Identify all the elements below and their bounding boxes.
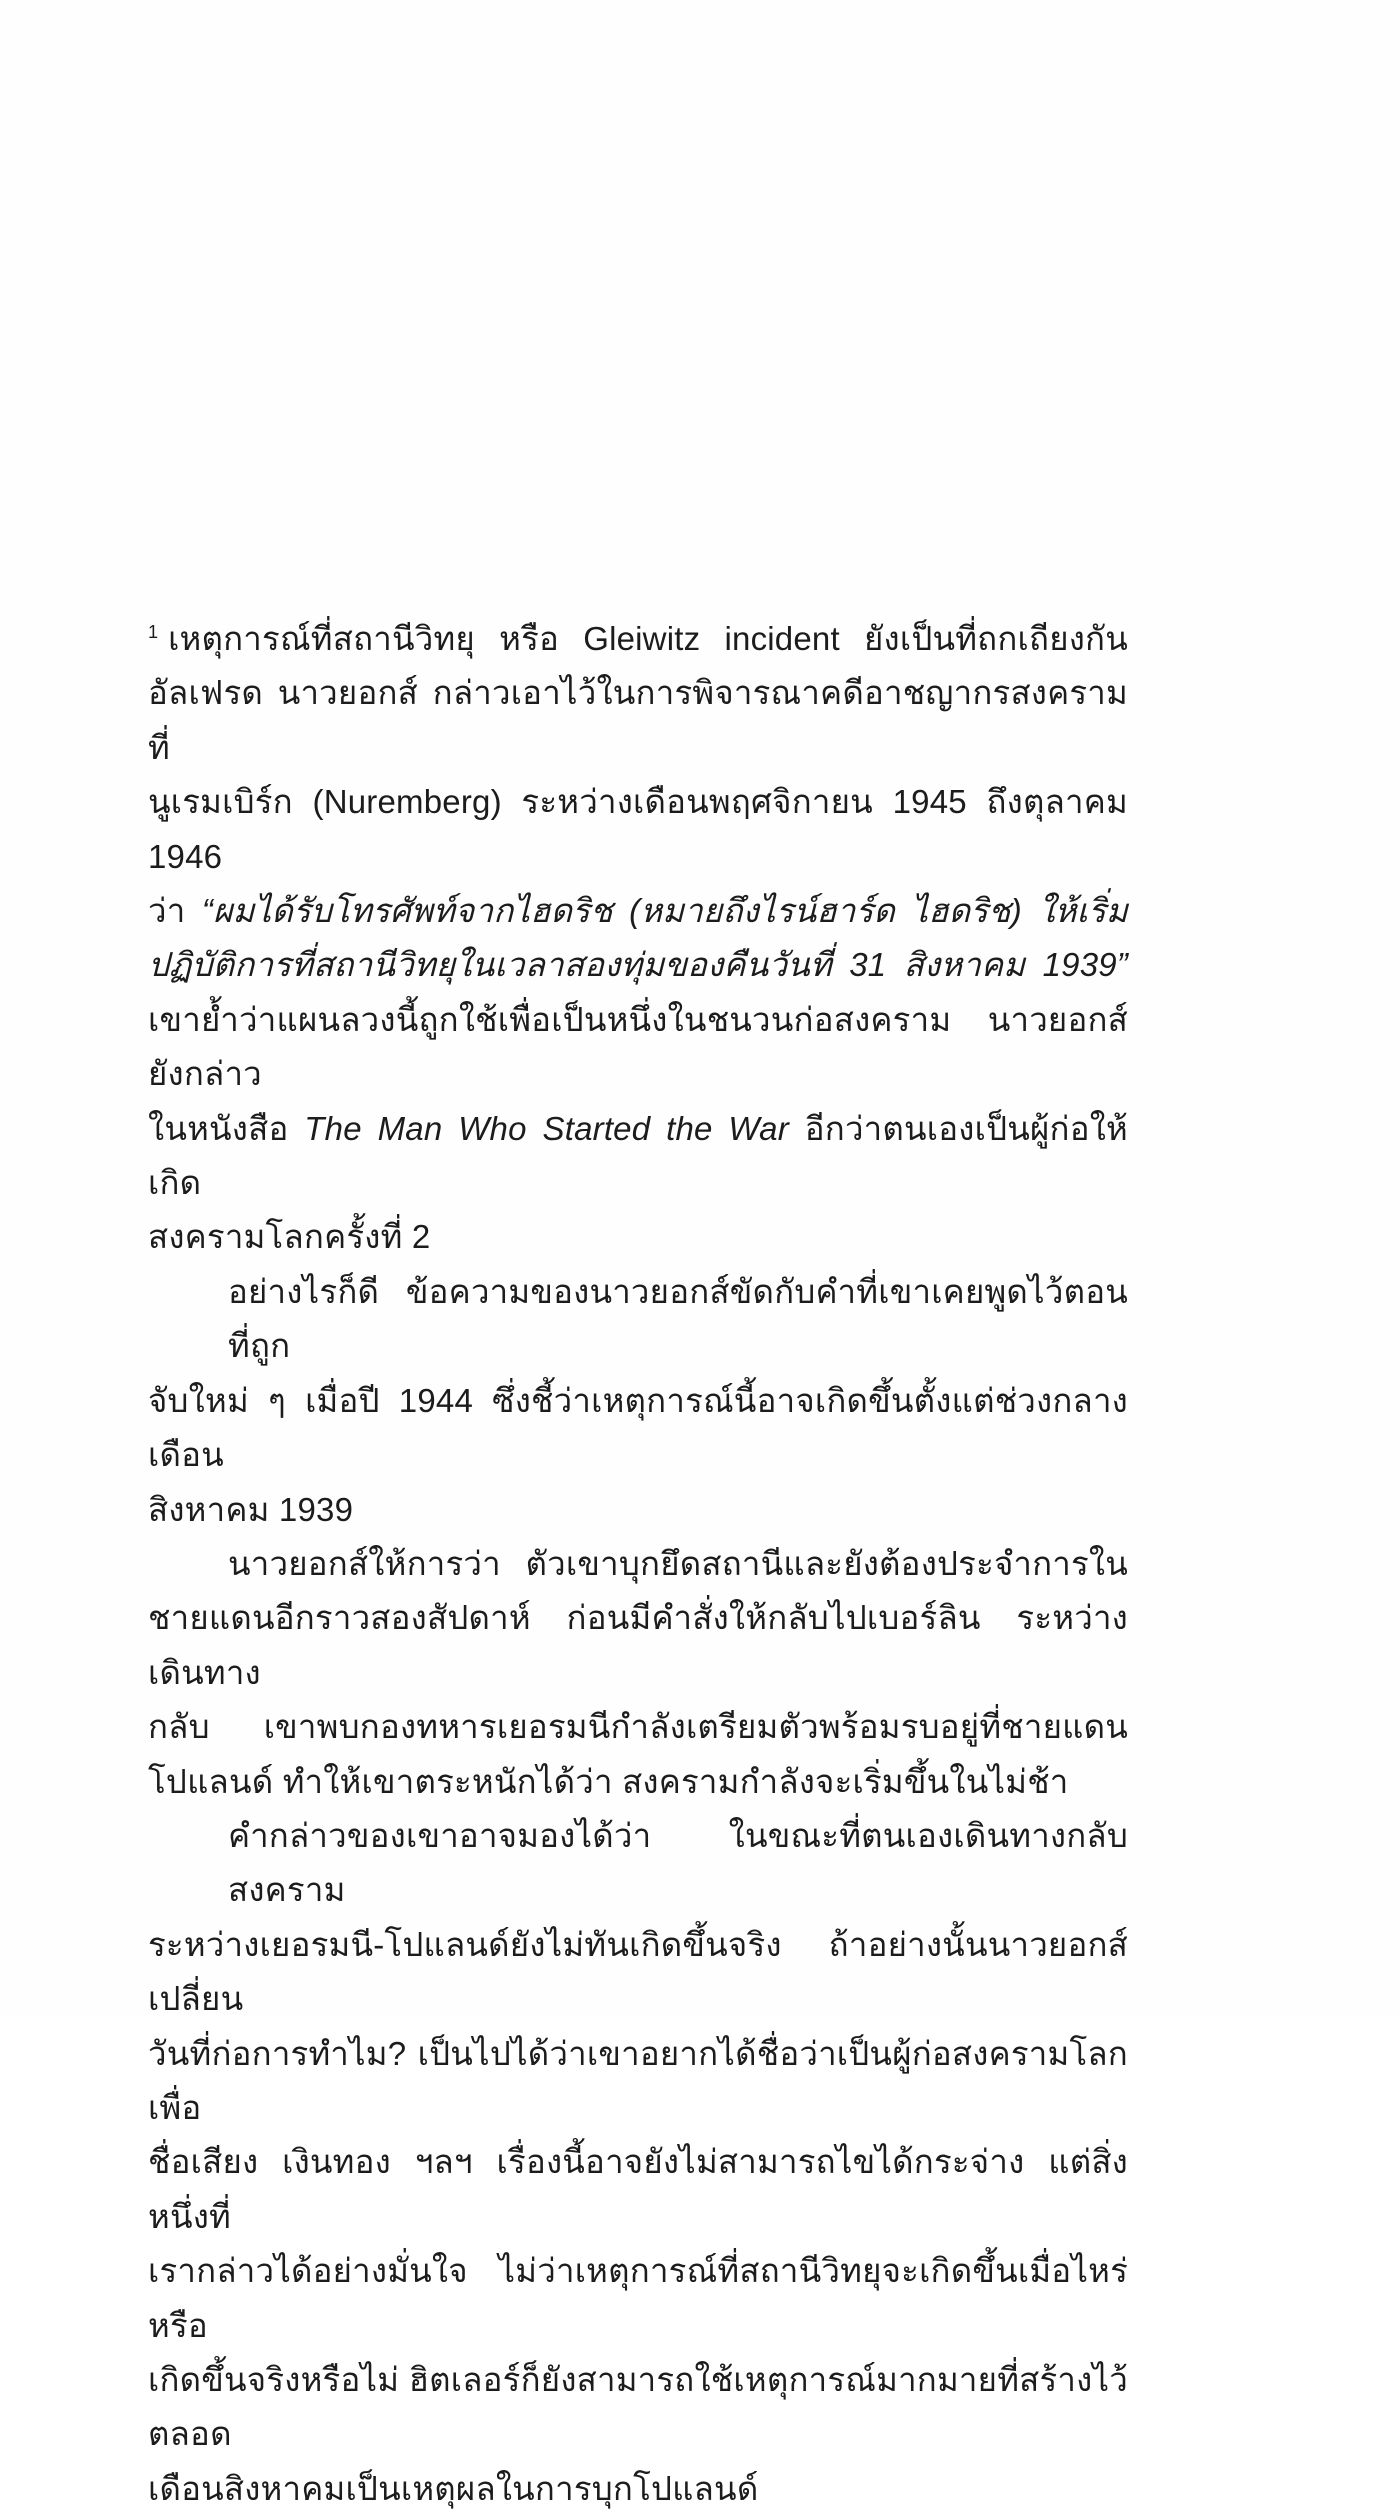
text-line: เรากล่าวได้อย่างมั่นใจ ไม่ว่าเหตุการณ์ที่สถานีวิทยุจะเกิดขึ้นเมื่อไหร่ หรือ [148, 2252, 1128, 2344]
book-title-italic: The Man Who Started the War [304, 1109, 789, 1147]
text-line [148, 1102, 1128, 1211]
text-line: อย่างไรก็ดี ข้อความของนาวยอกส์ขัดกับคำที่เขาเคยพูดไว้ตอนที่ถูก [228, 1272, 1128, 1365]
text-line: เขาย้ำว่าแผนลวงนี้ถูกใช้เพื่อเป็นหนึ่งในชนวนก่อสงคราม นาวยอกส์ยังกล่าว [148, 1000, 1128, 1093]
text-line: เกิดขึ้นจริงหรือไม่ ฮิตเลอร์ก็ยังสามารถใช้เหตุการณ์มากมายที่สร้างไว้ตลอด [148, 2361, 1128, 2453]
text-line: วันที่ก่อการทำไม? เป็นไปได้ว่าเขาอยากได้ชื่อว่าเป็นผู้ก่อสงครามโลกเพื่อ [148, 2034, 1128, 2126]
text-segment: อีกว่าตนเองเป็นผู้ก่อให้เกิด [148, 1109, 1128, 1202]
text-line: สงครามโลกครั้งที่ 2 [148, 1218, 431, 1256]
text-line: เดือนสิงหาคมเป็นเหตุผลในการบุกโปแลนด์ [148, 2469, 759, 2507]
footnote-paragraph-2 [148, 1265, 1128, 1537]
footnote-marker: 1 [148, 622, 159, 642]
text-line: นูเรมเบิร์ก (Nuremberg) ระหว่างเดือนพฤศจิกายน 1945 ถึงตุลาคม 1946 [148, 783, 1128, 875]
footnote-paragraph-1 [148, 612, 1128, 1265]
quoted-testimony-italic: ปฏิบัติการที่สถานีวิทยุในเวลาสองทุ่มของคืนวันที่ 31 สิงหาคม 1939” [148, 946, 1128, 984]
text-segment: ในหนังสือ [148, 1109, 305, 1147]
text-line [148, 884, 1128, 938]
text-segment: ว่า [148, 892, 202, 930]
text-line: อัลเฟรด นาวยอกส์ กล่าวเอาไว้ในการพิจารณาคดีอาชญากรสงครามที่ [148, 674, 1128, 766]
text-line: ชื่อเสียง เงินทอง ฯลฯ เรื่องนี้อาจยังไม่สามารถไขได้กระจ่าง แต่สิ่งหนึ่งที่ [148, 2143, 1128, 2235]
text-line: นาวยอกส์ให้การว่า ตัวเขาบุกยึดสถานีและยังต้องประจำการใน [228, 1544, 1128, 1582]
text-line: ชายแดนอีกราวสองสัปดาห์ ก่อนมีคำสั่งให้กลับไปเบอร์ลิน ระหว่างเดินทาง [148, 1599, 1128, 1691]
text-line: สิงหาคม 1939 [148, 1490, 354, 1528]
text-segment: เหตุการณ์ที่สถานีวิทยุ หรือ Gleiwitz incident ยังเป็นที่ถกเถียงกัน [168, 620, 1128, 657]
footnote-text-block [148, 612, 1128, 2516]
footnote-paragraph-3 [148, 1537, 1128, 1809]
quoted-testimony-italic: “ผมได้รับโทรศัพท์จากไฮดริช (หมายถึงไรน์ฮาร์ด ไฮดริช) ให้เริ่ม [201, 892, 1128, 930]
text-line [148, 612, 1128, 666]
text-line: โปแลนด์ ทำให้เขาตระหนักได้ว่า สงครามกำลังจะเริ่มขึ้นในไม่ช้า [148, 1762, 1069, 1800]
text-line: กลับ เขาพบกองทหารเยอรมนีกำลังเตรียมตัวพร้อมรบอยู่ที่ชายแดน [148, 1708, 1128, 1746]
footnote-paragraph-4 [148, 1809, 1128, 2516]
text-line: คำกล่าวของเขาอาจมองได้ว่า ในขณะที่ตนเองเดินทางกลับ สงคราม [228, 1816, 1128, 1909]
text-line: จับใหม่ ๆ เมื่อปี 1944 ซึ่งชี้ว่าเหตุการณ์นี้อาจเกิดขึ้นตั้งแต่ช่วงกลางเดือน [148, 1381, 1128, 1474]
text-line: ระหว่างเยอรมนี-โปแลนด์ยังไม่ทันเกิดขึ้นจริง ถ้าอย่างนั้นนาวยอกส์เปลี่ยน [148, 1925, 1128, 2018]
